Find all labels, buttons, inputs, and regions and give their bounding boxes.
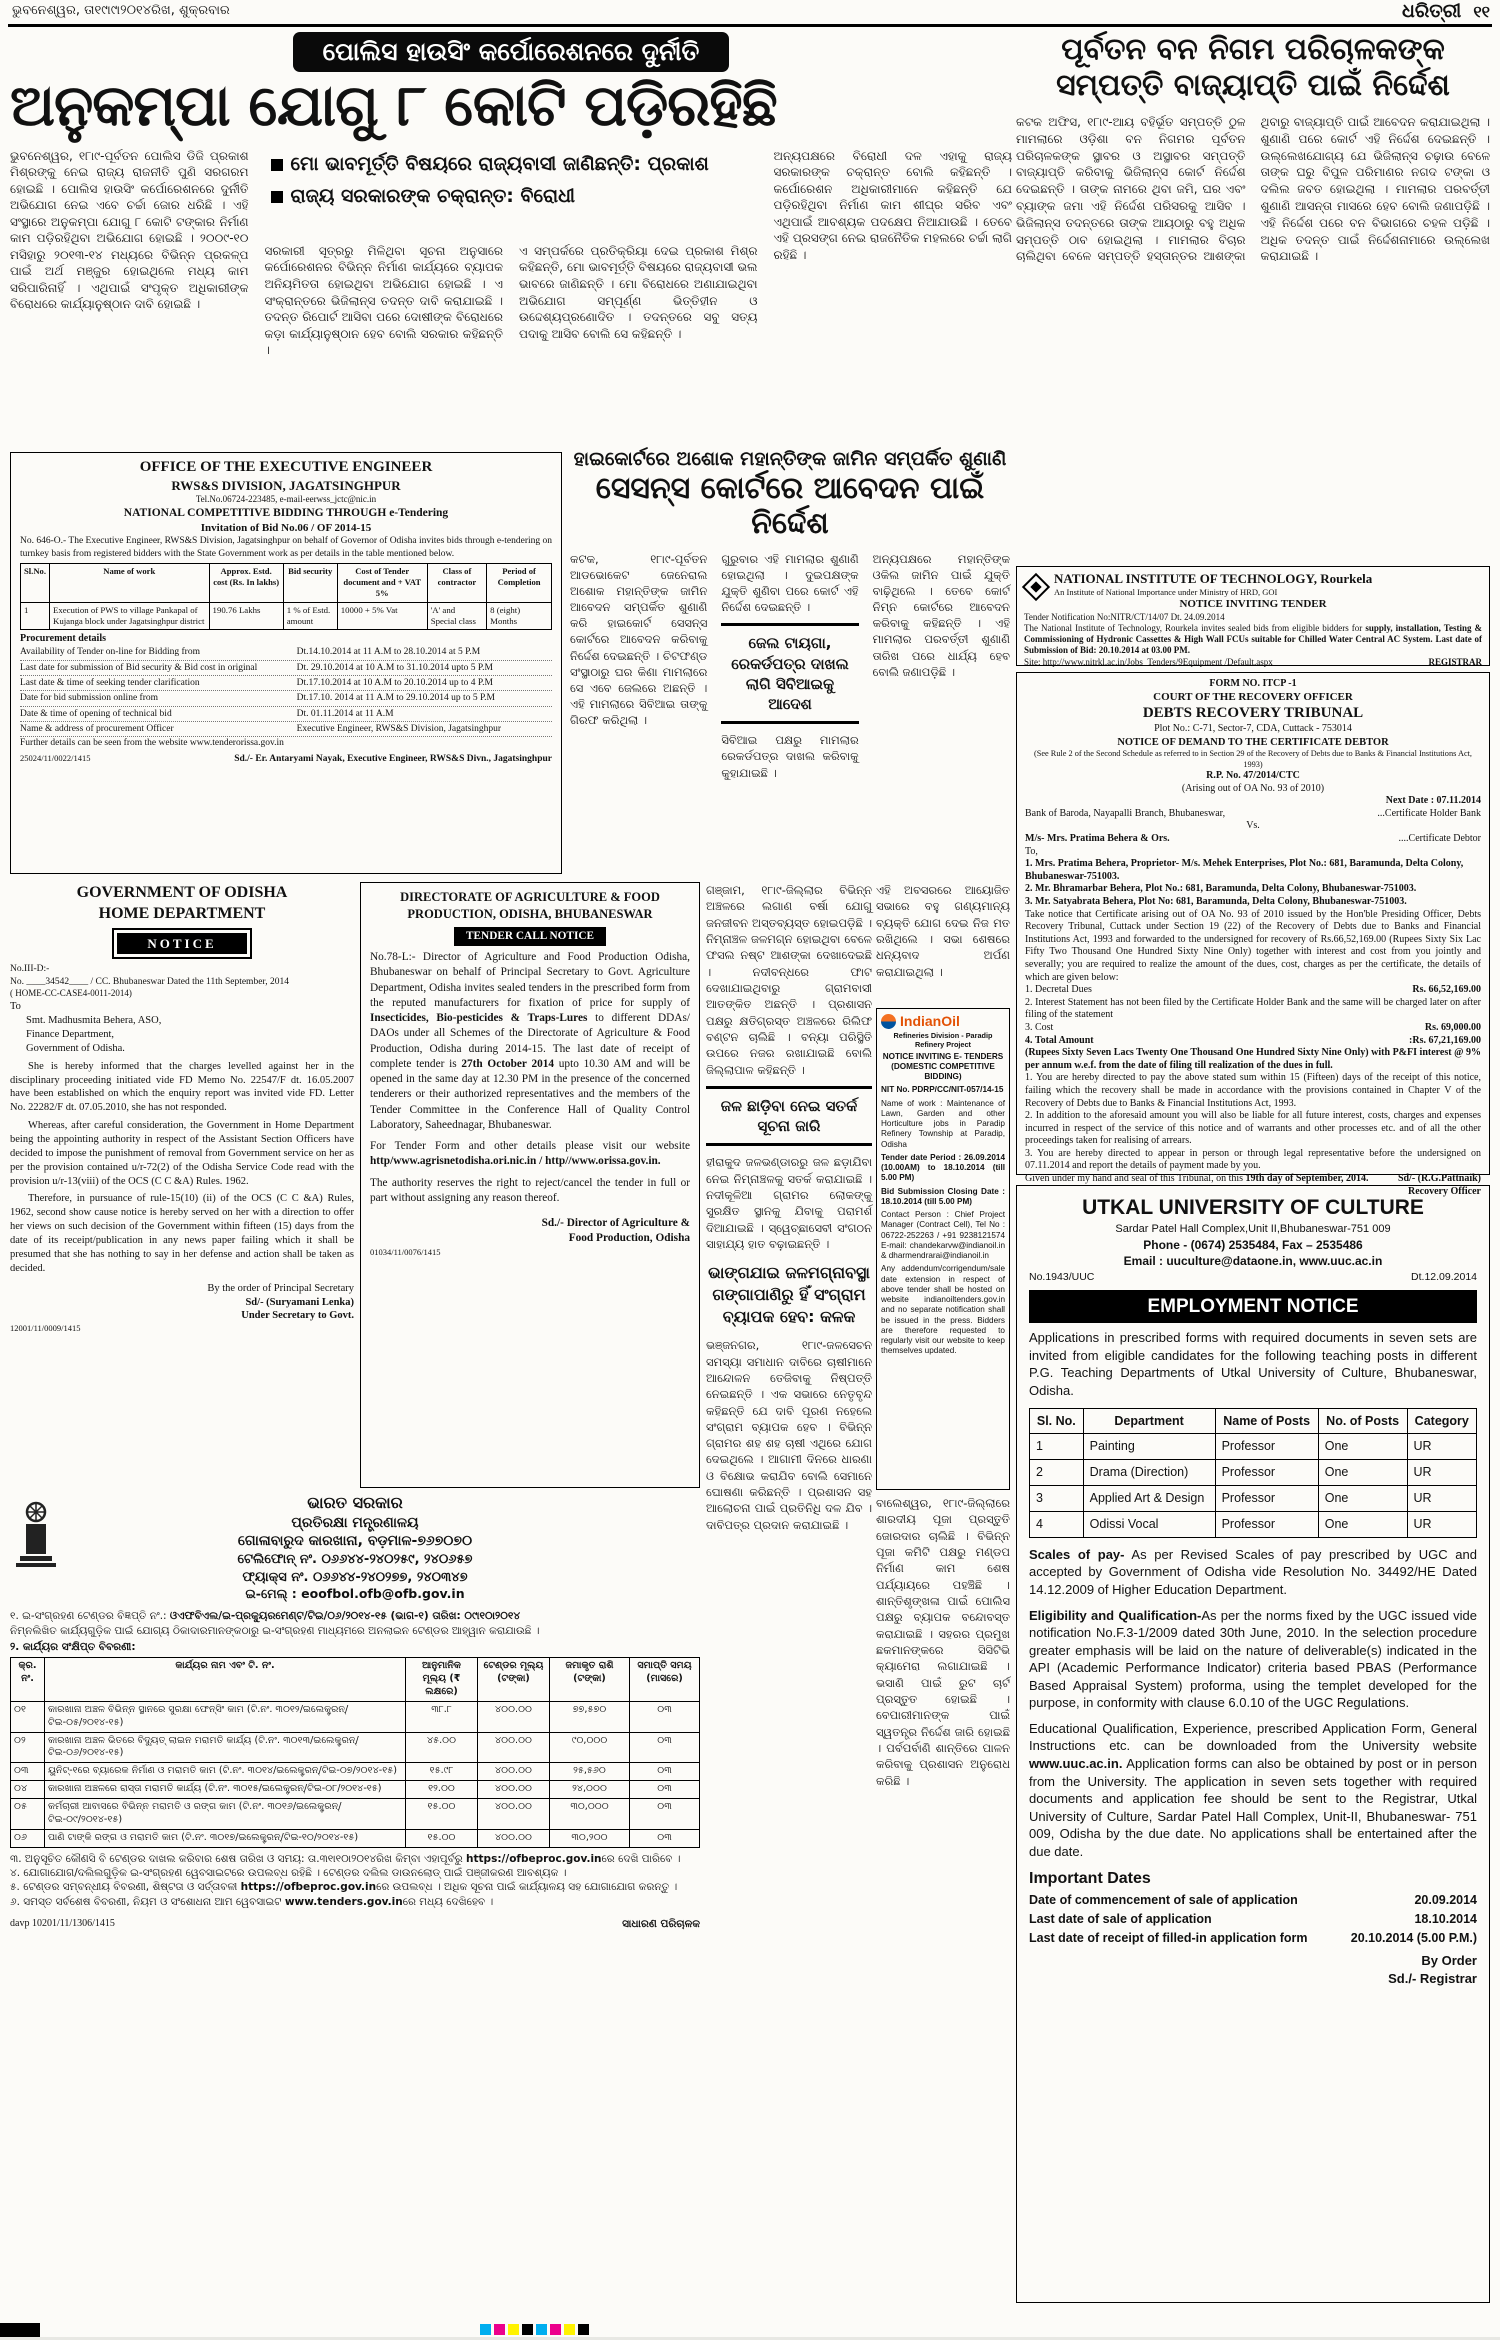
indianoil-note: Any addendum/corrigendum/sale date extension in respect of above tender shall be hosted on website indianoiltenders.gov.in and no separate notification shall be issued in the press. Bidders are therefore requested to regularly visit our website to keep themselves updated.: [881, 1264, 1005, 1356]
hc-inset-box: ଜେଲ ଟାୟଗା, ରେକର୍ଡପତ୍ର ଦାଖଲ ଲାଗି ସିବିଆଇକୁ ଆଦେଶ: [721, 623, 858, 724]
ord-davp-code: davp 10201/11/1306/1415: [10, 1917, 115, 1929]
home-para-3: Therefore, in pursuance of rule-15(10) (ii) of the OCS (C C &A) Rules, 1962, second show cause notice is hereby served on her with a direction to offer her views on such decision of the Government within fifteen (15) days from the date of its receipt/publication in any news paper failing which it shall be presumed that she has nothing to say in her defense and action shall be taken as decided.: [10, 1193, 354, 1274]
hc-kicker: ହାଇକୋର୍ଟରେ ଅଶୋକ ମହାନ୍ତିଙ୍କ ଜାମିନ ସମ୍ପର୍କିତ ଶୁଣାଣି: [573, 448, 1007, 470]
ord-row: ୦୧ କାରଖାନା ଅଞ୍ଚଳ ବିଭିନ୍ନ ସ୍ଥାନରେ ସୁରକ୍ଷା ଫେନ୍ସିଂ କାମ (ଟି.ନଂ. ୩୦୧୨/ଇଲେକ୍ଟ୍ରନ୍/ଟିଇ-୦୫/୨୦୧୪-୧୫) ୩୮.୮ ୪୦୦.୦୦ ୭୭,୫୭୦ ୦୩: [11, 1701, 700, 1732]
utkal-ref-no: No.1943/UUC: [1029, 1270, 1095, 1283]
indianoil-contact: Contact Person : Chief Project Manager (Contract Cell), Tel No : 06722-252263 / +91 9238121574 E-mail: chandekarvw@indianoil.in & dharmendrarai@indianoil.in: [881, 1210, 1005, 1261]
lead-bullets: [265, 148, 758, 227]
utkal-employment-bar: EMPLOYMENT NOTICE: [1029, 1290, 1477, 1324]
ee-table-row: 1 Execution of PWS to village Pankapal of Kujanga block under Jagatsinghpur district 190.76 Lakhs 1 % of Estd. amount 10000 + 5% Vat 'A' and Special class 8 (eight) Months: [21, 602, 552, 630]
ord-fax: ଫ୍ୟାକ୍ସ ନଂ. ୦୬୬୪୪-୨୪୦୨୭୭, ୨୪୦୩୪୭: [242, 1569, 468, 1585]
ord-header-row: କ୍ର. ନଂ. କାର୍ଯ୍ୟର ନାମ ଏବଂ ଟି. ନଂ. ଆନୁମାନିକ ମୂଲ୍ୟ (₹ ଲକ୍ଷରେ) ଟେଣ୍ଡର ମୂଲ୍ୟ (ଟଙ୍କା) ଜମାକୃତ ରାଶି (ଟଙ୍କା) ସମାପ୍ତି ସମୟ (ମାସରେ): [11, 1657, 700, 1701]
forest-body: କଟକ ଅଫିସ, ୧୮ା୯-ଆୟ ବହିର୍ଭୂତ ସମ୍ପତ୍ତି ଠୁଳ ମାମଲାରେ ଓଡ଼ିଶା ବନ ନିଗମର ପୂର୍ବତନ ପରିଚାଳକଙ୍କ ସ୍ଥାବର ଓ ଅସ୍ଥାବର ସମ୍ପତ୍ତି ବାଜ୍ୟାପ୍ତି କରିବାକୁ ଭିଜିଲାନ୍ସ କୋର୍ଟ ନିର୍ଦ୍ଦେଶ ଦେଇଛନ୍ତି । ତାଙ୍କ ନାମରେ ଥିବା ଜମି, ଘର ଏବଂ ବ୍ୟାଙ୍କ ଜମା ଏହି ନିର୍ଦ୍ଦେଶ ପରିସରକୁ ଆସିବ । ଭିଜିଲାନ୍ସ ତଦନ୍ତରେ ତାଙ୍କ ଆୟଠାରୁ ବହୁ ଅଧିକ ସମ୍ପତ୍ତି ଠାବ ହୋଇଥିଲା । ମାମଲାର ବିଚାର ଚାଲିଥିବା ବେଳେ ସମ୍ପତ୍ତି ହସ୍ତାନ୍ତର ଆଶଙ୍କା ଥିବାରୁ ବାଜ୍ୟାପ୍ତି ପାଇଁ ଆବେଦନ କରାଯାଇଥିଲା । ଶୁଣାଣି ପରେ କୋର୍ଟ ଏହି ନିର୍ଦ୍ଦେଶ ଦେଇଛନ୍ତି । ଉଲ୍ଲେଖଯୋଗ୍ୟ ଯେ ଭିଜିଲାନ୍ସ ଚଢ଼ାଉ ବେଳେ ତାଙ୍କ ଘରୁ ବିପୁଳ ପରିମାଣର ନଗଦ ଟଙ୍କା ଓ ଦଲିଲ ଜବତ ହୋଇଥିଲା । ମାମଲାର ପରବର୍ତ୍ତୀ ଶୁଣାଣି ଆସନ୍ତା ମାସରେ ହେବ ବୋଲି ଜଣାପଡ଼ିଛି । ଏହି ନିର୍ଦ୍ଦେଶ ପରେ ବନ ବିଭାଗରେ ଚହଳ ପଡ଼ିଛି । ଅଧିକ ତଦନ୍ତ ପାଇଁ ନିର୍ଦ୍ଦେଶନାମାରେ ଉଲ୍ଲେଖ କରାଯାଇଛି ।: [1016, 115, 1490, 264]
mid-para-1: ଗଞ୍ଜାମ, ୧୮ା୯-ଜିଲ୍ଲାର ବିଭିନ୍ନ ଅଞ୍ଚଳରେ ଲଗାଣ ବର୍ଷା ଯୋଗୁ ଜନଜୀବନ ଅସ୍ତବ୍ୟସ୍ତ ହୋଇପଡ଼ିଛି । ନିମ୍ନାଞ୍ଚଳ ଜଳମଗ୍ନ ହୋଇଥିବା ବେଳେ ଫସଲ ନଷ୍ଟ ଆଶଙ୍କା ଦେଖାଦେଇଛି । ନଦୀବନ୍ଧରେ ଫାଟ ଦେଖାଯାଇଥିବାରୁ ଗ୍ରାମବାସୀ ଆତଙ୍କିତ ଅଛନ୍ତି । ପ୍ରଶାସନ ପକ୍ଷରୁ କ୍ଷତିଗ୍ରସ୍ତ ଅଞ୍ଚଳରେ ରିଲିଫ ବଣ୍ଟନ ଚାଲିଛି । ବନ୍ୟା ପରିସ୍ଥିତି ଉପରେ ନଜର ରଖାଯାଇଛି ବୋଲି ଜିଲ୍ଲାପାଳ କହିଛନ୍ତି ।: [706, 883, 872, 1077]
utkal-row: 4 Odissi Vocal Professor One UR: [1030, 1512, 1477, 1538]
drt-notice: [1016, 672, 1490, 1197]
drt-rule-ref: (See Rule 2 of the Second Schedule as referred to in Section 29 of the Recovery of Debts due to Banks & Financial Institutions Act, 1993): [1033, 749, 1473, 769]
agri-header-1: DIRECTORATE OF AGRICULTURE & FOOD: [400, 890, 660, 904]
drt-to: To,: [1025, 845, 1038, 857]
hc-headline: ସେସନ୍ସ କୋର୍ଟରେ ଆବେଦନ ପାଇଁ ନିର୍ଦ୍ଦେଶ: [595, 471, 985, 541]
ord-row: ୦୨ କାରଖାନା ଅଞ୍ଚଳ ଭିତରେ ବିଦ୍ୟୁତ୍ ଲାଇନ ମରାମତି କାର୍ଯ୍ୟ (ଟି.ନଂ. ୩୦୧୩/ଇଲେକ୍ଟ୍ରନ୍/ଟିଇ-୦୬/୨୦୧୪-୧୫) ୪୫.୦୦ ୪୦୦.୦୦ ୯୦,୦୦୦ ୦୩: [11, 1732, 700, 1763]
masthead-dateline: ଭୁବନେଶ୍ୱର, ତା୧୯ା୯ା୨୦୧୪ରିଖ, ଶୁକ୍ରବାର: [12, 3, 230, 18]
ord-table: [10, 1657, 700, 1848]
drt-body: Take notice that Certificate arising out of OA No. 93 of 2010 issued by the Hon'ble Presiding Officer, Debts Recovery Tribunal, Cuttack under Section 19 (22) of the Recovery of Debts due to Banks and Financial Institutions Act, 1993 and forwarded to the undersigned for recovery of Rs.66,52,169.00 (Rupees Sixty Six Lac Fifty Two Thousand One Hundred Sixty Nine Only) together with interest and cost from you jointly and severally; you are required to realize the amount of the dues, cost, charges as per the certificate, the details of which are given below:: [1025, 908, 1481, 983]
utkal-email: Email : uuculture@dataone.in, www.uuc.ac.in: [1123, 1254, 1383, 1269]
utkal-address: Sardar Patel Hall Complex,Unit II,Bhubaneswar-751 009: [1115, 1223, 1391, 1236]
ee-col-header: Sl.No.: [21, 564, 50, 603]
home-para-2: Whereas, after careful consideration, the Government in Home Department being the appointing authority in respect of the Assistant Section Officers have decided to impose the punishment of removal from Government service on her as per the provision contained u/r-72(2) of the Odisha Service Code read with the provision u/r-13(viii) of the OCS (C C &A) Rules. 1962.: [10, 1120, 354, 1187]
ee-proc-label: Date & time of opening of technical bid: [20, 708, 172, 719]
highcourt-article: [570, 448, 1010, 874]
ee-proc-title: Procurement details: [20, 633, 107, 645]
utkal-row: 3 Applied Art & Design Professor One UR: [1030, 1486, 1477, 1512]
mid-column2-top: ଏହି ଅବସରରେ ଆୟୋଜିତ ସଭାରେ ବହୁ ଗଣ୍ୟମାନ୍ୟ ବ୍ୟକ୍ତି ଯୋଗ ଦେଇ ନିଜ ମତ ରଖିଥିଲେ । ସଭା ଶେଷରେ ଧନ୍ୟବାଦ ଅର୍ପଣ କରାଯାଇଥିଲା ।: [876, 883, 1010, 979]
indianoil-closing: Bid Submission Closing Date : 18.10.2014 (till 5.00 PM): [881, 1186, 1005, 1206]
ee-proc-value: Dt. 29.10.2014 at 10 A.M to 31.10.2014 upto 5 P.M: [296, 662, 493, 673]
lead-kicker: ପୋଲିସ ହାଉସିଂ କର୍ପୋରେଶନରେ ଦୁର୍ନୀତି: [293, 32, 730, 72]
ord-row: ୦୬ ପାଣି ଟାଙ୍କି ରଙ୍ଗ ଓ ମରାମତି କାମ (ଟି.ନଂ. ୩୦୧୭/ଇଲେକ୍ଟ୍ରନ୍/ଟିଇ-୧୦/୨୦୧୪-୧୫) ୧୫.୦୦ ୪୦୦.୦୦ ୩୦,୨୦୦ ୦୩: [11, 1830, 700, 1848]
utkal-row: 1 Painting Professor One UR: [1030, 1434, 1477, 1460]
indianoil-logo-icon: [881, 1014, 896, 1029]
drt-due4-label: 4. Total Amount: [1025, 1034, 1094, 1046]
utkal-date-label: Last date of sale of application: [1029, 1911, 1212, 1926]
lead-column-2: ସରକାରୀ ସୂତ୍ରରୁ ମିଳିଥିବା ସୂଚନା ଅନୁସାରେ କର୍ପୋରେଶନର ବିଭିନ୍ନ ନିର୍ମାଣ କାର୍ଯ୍ୟରେ ବ୍ୟାପକ ଅନିୟମିତତା ହୋଇଥିବା ଅଭିଯୋଗ ହୋଇଛି । ଏ ସଂକ୍ରାନ୍ତରେ ଭିଜିଲାନ୍ସ ତଦନ୍ତ ଦାବି କରାଯାଇଛି । ତଦନ୍ତ ରିପୋର୍ଟ ଆସିବା ପରେ ଦୋଷୀଙ୍କ ବିରୋଧରେ କଡ଼ା କାର୍ଯ୍ୟାନୁଷ୍ଠାନ ହେବ ବୋଲି ସରକାର କହିଛନ୍ତି ।: [264, 243, 503, 358]
home-code: 12001/11/0009/1415: [10, 1323, 81, 1334]
home-by-order: By the order of Principal Secretary: [207, 1282, 354, 1294]
ee-proc-value: Dt.17.10. 2014 at 11 A.M to 29.10.2014 up to 5 P.M: [296, 693, 495, 704]
ord-note-6: ୬. ସମସ୍ତ ସର୍ବଶେଷ ବିବରଣୀ, ନିୟମ ଓ ସଂଶୋଧନା ଆମ ୱେବସାଇଟ www.tenders.gov.inରେ ମଧ୍ୟ ଦେଖିହେବ ।: [10, 1895, 494, 1908]
indianoil-title-2: (DOMESTIC COMPETITIVE BIDDING): [891, 1061, 995, 1082]
drt-bank-role: ...Certificate Holder Bank: [1377, 807, 1481, 819]
lead-column-4: ଅନ୍ୟପକ୍ଷରେ ବିରୋଧୀ ଦଳ ଏହାକୁ ରାଜ୍ୟ ସରକାରଙ୍କ ଚକ୍ରାନ୍ତ ବୋଲି କହିଛନ୍ତି । କର୍ପୋରେଶନ ଅଧିକାରୀମାନେ କହିଛନ୍ତି ଯେ ପଡ଼ିରହିଥିବା ନିର୍ମାଣ କାମ ଶୀଘ୍ର ସରିବ ଏବଂ ଏଥିପାଇଁ ଆବଶ୍ୟକ ପଦକ୍ଷେପ ନିଆଯାଉଛି । ତେବେ ଏହି ପ୍ରସଙ୍ଗ ନେଇ ରାଜନୈତିକ ମହଲରେ ଚର୍ଚ୍ଚା ଲାଗି ରହିଛି ।: [773, 148, 1012, 262]
lead-column-3: ଏ ସମ୍ପର୍କରେ ପ୍ରତିକ୍ରିୟା ଦେଇ ପ୍ରକାଶ ମିଶ୍ର କହିଛନ୍ତି, ମୋ ଭାବମୂର୍ତ୍ତି ବିଷୟରେ ରାଜ୍ୟବାସୀ ଭଲ ଭାବରେ ଜାଣିଛନ୍ତି । ମୋ ବିରୋଧରେ ଅଣାଯାଇଥିବା ଅଭିଯୋଗ ସମ୍ପୂର୍ଣ୍ଣ ଭିତ୍ତିହୀନ ଓ ଉଦ୍ଦେଶ୍ୟପ୍ରଣୋଦିତ । ତଦନ୍ତରେ ସବୁ ସତ୍ୟ ପଦାକୁ ଆସିବ ବୋଲି ସେ କହିଛନ୍ତି ।: [519, 243, 758, 341]
indianoil-brand: IndianOil: [900, 1013, 960, 1029]
forest-headline-line2: ସମ୍ପତ୍ତି ବାଜ୍ୟାପ୍ତି ପାଇଁ ନିର୍ଦ୍ଦେଶ: [1056, 68, 1450, 103]
agri-tender-bar: TENDER CALL NOTICE: [454, 927, 606, 946]
drt-debtor: M/s- Mrs. Pratima Behera & Ors.: [1025, 833, 1170, 845]
print-registration-marks: [480, 2322, 700, 2335]
utkal-header-row: Sl. No. Department Name of Posts No. of Posts Category: [1030, 1408, 1477, 1434]
bullet-square-icon: [271, 159, 283, 171]
home-addr-3: Government of Odisha.: [26, 1042, 125, 1054]
ee-col-header: Period of Completion: [487, 564, 552, 603]
drt-due3-value: Rs. 69,000.00: [1424, 1021, 1481, 1033]
drt-due4-value: :Rs. 67,21,169.00: [1409, 1034, 1481, 1046]
ee-col-header: Bid security: [283, 564, 337, 603]
ee-proc-value: Executive Engineer, RWS&S Division, Jagatsinghpur: [296, 724, 501, 735]
utkal-eligibility: Eligibility and Qualification-As per the norms fixed by the UGC issued vide notification No.F.3-1/2009 dated 30th June, 2010. In the selection procedure greater emphasis will be laid on the nature of deliverable(s) indicated in the API (Academic Performance Indicator) criteria based PBAS (Performance Based Appraisal System) proforma, using the templet developed for the purpose, in conformity with clause 6.0.10 of the UGC Regulations.: [1029, 1607, 1477, 1711]
agriculture-notice: [360, 882, 700, 1488]
ee-title-2: RWS&S DIVISION, JAGATSINGHPUR: [171, 477, 401, 493]
drt-item-3: 3. You are hereby directed to appear in person or through legal representative before the undersigned on 07.11.2014 and report the details of payment made by you.: [1025, 1147, 1481, 1172]
ee-signature: Sd./- Er. Antaryami Nayak, Executive Engineer, RWS&S Divn., Jagatsinghpur: [234, 753, 552, 764]
nit-notice-title: NOTICE INVITING TENDER: [1179, 597, 1327, 610]
home-dept-notice: [10, 882, 354, 1488]
drt-date: 19th day of September, 2014.: [1245, 1173, 1369, 1185]
lead-bullet-2: ରାଜ୍ୟ ସରକାରଙ୍କ ଚକ୍ରାନ୍ତ: ବିରୋଧୀ: [290, 185, 576, 208]
drt-debtor-2: 2. Mr. Bhramarbar Behera, Plot No.: 681, Baramunda, Delta Colony, Bhubaneswar-751003.: [1025, 883, 1417, 895]
utkal-by-order: By Order: [1421, 1953, 1477, 1969]
utkal-important-dates-title: Important Dates: [1029, 1870, 1151, 1888]
ord-tel: ଟେଲିଫୋନ୍ ନଂ. ୦୬୬୪୪-୨୪୦୨୫୯, ୨୪୦୬୫୭: [237, 1552, 473, 1568]
ee-tel: Tel.No.06724-223485, e-mail-eerwss_jctc@nic.in: [195, 494, 377, 505]
national-emblem-icon: [10, 1492, 80, 1574]
indianoil-period: Tender date Period : 26.09.2014 (10.00AM) to 18.10.2014 (till 5.00 PM): [881, 1152, 1005, 1183]
drt-notice-title: NOTICE OF DEMAND TO THE CERTIFICATE DEBTOR: [1117, 736, 1389, 748]
ee-title-1: OFFICE OF THE EXECUTIVE ENGINEER: [139, 459, 433, 475]
home-addr-1: Smt. Madhusmita Behera, ASO,: [26, 1015, 162, 1027]
masthead-right: [1190, 0, 1490, 22]
indianoil-division: Refineries Division - Paradip Refinery Project: [893, 1030, 993, 1049]
bullet-square-icon: [271, 191, 283, 203]
indianoil-nit-no: NIT No. PDRP/CC/NIT-057/14-15: [881, 1085, 1004, 1095]
ord-row: ୦୪ କାରଖାନା ଅଞ୍ଚଳରେ ରାସ୍ତା ମରାମତି କାର୍ଯ୍ୟ (ଟି.ନଂ. ୩୦୧୫/ଇଲେକ୍ଟ୍ରନ୍/ଟିଇ-୦୮/୨୦୧୪-୧୫) ୧୨.୦୦ ୪୦୦.୦୦ ୨୪,୦୦୦ ୦୩: [11, 1781, 700, 1799]
nit-notice: [1016, 566, 1490, 666]
ee-proc-label: Last date & time of seeking tender clarification: [20, 678, 200, 689]
home-no-line0: No.III-D:-: [10, 964, 50, 975]
mid-para-3: ଭଞ୍ଜନଗର, ୧୮ା୯-ଜଳସେଚନ ସମସ୍ୟା ସମାଧାନ ଦାବିରେ ଚାଷୀମାନେ ଆନ୍ଦୋଳନ ତେଜିବାକୁ ନିଷ୍ପତ୍ତି ନେଇଛନ୍ତି । ଏକ ସଭାରେ ନେତୃବୃନ୍ଦ କହିଛନ୍ତି ଯେ ଦାବି ପୂରଣ ନହେଲେ ସଂଗ୍ରାମ ବ୍ୟାପକ ହେବ । ବିଭିନ୍ନ ଗ୍ରାମର ଶହ ଶହ ଚାଷୀ ଏଥିରେ ଯୋଗ ଦେଇଥିଲେ । ଆଗାମୀ ଦିନରେ ଧାରଣା ଓ ବିକ୍ଷୋଭ କରାଯିବ ବୋଲି ସେମାନେ ଘୋଷଣା କରିଛନ୍ତି । ପ୍ରଶାସନ ସହ ଆଲୋଚନା ପାଇଁ ପ୍ରତିନିଧି ଦଳ ଯିବ । ଦାବିପତ୍ର ପ୍ରଦାନ କରାଯାଇଛି ।: [706, 1338, 872, 1532]
ee-col-header: Approx. Estd. cost (Rs. In lakhs): [209, 564, 283, 603]
ord-note-4: ୪. ଯୋଗାଯୋଗ/ଦଲିଲଗୁଡ଼ିକ ଇ-ସଂଗ୍ରହଣ ୱେବସାଇଟରେ ଉପଲବ୍ଧ ରହିଛି । ଟେଣ୍ଡର ଦଲିଲ ଡାଉନଲୋଡ୍ ପାଇଁ ପଞ୍ଜୀକରଣ ଆବଶ୍ୟକ ।: [10, 1867, 567, 1880]
ord-signatory: ସାଧାରଣ ପରିଚାଳକ: [622, 1917, 700, 1930]
drt-next-date: Next Date : 07.11.2014: [1385, 795, 1481, 807]
ee-proc-label: Name & address of procurement Officer: [20, 724, 174, 735]
agri-para-3: The authority reserves the right to reject/cancel the tender in full or part without assigning any reason thereof.: [370, 1176, 690, 1204]
drt-sd: Sd/- (R.G.Pattnaik): [1397, 1173, 1481, 1185]
lead-column-1: ଭୁବନେଶ୍ୱର, ୧୮ା୯-ପୂର୍ବତନ ପୋଲିସ ଡିଜି ପ୍ରକାଶ ମିଶ୍ରଙ୍କୁ ନେଇ ରାଜ୍ୟ ରାଜନୀତି ପୁଣି ସରଗରମ ହୋଇଛି । ପୋଲିସ ହାଉସିଂ କର୍ପୋରେଶନରେ ଦୁର୍ନୀତି ଅଭିଯୋଗ ନେଇ ଏବେ ଚର୍ଚ୍ଚା ଜୋର ଧରିଛି । ଏହି ସଂସ୍ଥାରେ ଅନୁକମ୍ପା ଯୋଗୁ ୮ କୋଟି ଟଙ୍କାର ନିର୍ମାଣ କାମ ପଡ଼ିରହିଥିବା ଅଭିଯୋଗ ହୋଇଛି । ୨୦୦୯-୧୦ ମସିହାରୁ ୨୦୧୩-୧୪ ମଧ୍ୟରେ ବିଭିନ୍ନ ପ୍ରକଳ୍ପ ପାଇଁ ଅର୍ଥ ମଞ୍ଜୁର ହୋଇଥିଲେ ମଧ୍ୟ କାମ ସରିପାରିନାହିଁ । ଏଥିପାଇଁ ସଂପୃକ୍ତ ଅଧିକାରୀଙ୍କ ବିରୋଧରେ କାର୍ଯ୍ୟାନୁଷ୍ଠାନ ଦାବି ହୋଇଛି ।: [10, 148, 249, 312]
ordnance-notice: [10, 1492, 700, 2304]
nit-body: The National Institute of Technology, Rourkela invites sealed bids from eligible bidders for supply, installation, Testing & Commissioning of Hydronic Cassettes & High Wall FCUs suitable for Chilled Water Central AC System. Last date of Submission of Bid: 20.10.2014 at 03.00 PM.: [1024, 622, 1483, 656]
utkal-row: 2 Drama (Direction) Professor One UR: [1030, 1460, 1477, 1486]
home-notice-label: NOTICE: [117, 933, 247, 954]
ee-mode: NATIONAL COMPETITIVE BIDDING THROUGH e-Tendering: [123, 507, 449, 520]
drt-item-2: 2. In addition to the aforesaid amount you will also be liable for all future interest, costs, charges and expenses incurred in respect of the service of this notice and of warrants and other processes etc. and of all the other proceedings taken for realising of arrears.: [1025, 1110, 1481, 1147]
nit-site-url: Site: http://www.nitrkl.ac.in/Jobs_Tenders/9Equipment /Default.aspx: [1024, 656, 1273, 667]
ee-table: [20, 563, 552, 630]
nit-title: NATIONAL INSTITUTE OF TECHNOLOGY, Rourkela: [1054, 571, 1373, 586]
print-mark-black-bar: [0, 2323, 40, 2337]
drt-given: Given under my hand and seal of this Tribunal, on this: [1025, 1173, 1244, 1185]
agri-para-1: No.78-L:- Director of Agriculture and Food Production Odisha, Bhubaneswar on behalf of Principal Secretary to Govt. Agriculture Department, Odisha invites sealed tenders in the prescribed form from the reputed manufacturers for fixation of price for supply of Insecticides, Bio-pesticides & Traps-Lures to different DDAs/ DAOs under all Schemes of the Directorate of Agriculture & Food Production, Odisha during 2014-15. The last date of receipt of complete tender is 27th October 2014 upto 10.30 AM and will be opened in the same day at 12.30 PM in the presence of the concerned tenderers or their authorized representatives and the members of the Tender Committee in the Conference Hall of Quality Control Laboratory, Saheednagar, Bhubaneswar.: [370, 951, 691, 1131]
ord-factory: ଗୋଳାବାରୁଦ କାରଖାନା, ବଡ଼ମାଳ-୭୬୭୦୭୦: [237, 1533, 473, 1550]
nit-subtitle: An Institute of National Importance under Ministry of HRD, GOI: [1054, 587, 1278, 598]
drt-debtor-1: 1. Mrs. Pratima Behera, Proprietor- M/s. Mehek Enterprises, Plot No.: 681, Baramunda, Delta Colony, Bhubaneswar-751003.: [1025, 858, 1464, 882]
drt-due1-value: Rs. 66,52,169.00: [1412, 984, 1481, 996]
utkal-date-label: Date of commencement of sale of application: [1029, 1892, 1298, 1907]
drt-due2: 2. Interest Statement has not been filed by the Certificate Holder Bank and the same will be charged later on after filing of the statement: [1025, 996, 1481, 1021]
drt-amount-words: (Rupees Sixty Seven Lacs Twenty One Thousand One Hundred Sixty Nine Only) with P&FI interest @ 9% per annum w.e.f. from the date of filing till realization of the dues in full.: [1025, 1047, 1481, 1071]
hc-column-3: ଅନ୍ୟପକ୍ଷରେ ମହାନ୍ତିଙ୍କ ଓକିଲ ଜାମିନ ପାଇଁ ଯୁକ୍ତି ବାଢ଼ିଥିଲେ । ତେବେ କୋର୍ଟ ନିମ୍ନ କୋର୍ଟରେ ଆବେଦନ କରିବାକୁ କହିଛନ୍ତି । ଏହି ମାମଲାର ପରବର୍ତ୍ତୀ ଶୁଣାଣି ତାରିଖ ପରେ ଧାର୍ଯ୍ୟ ହେବ ବୋଲି ଜଣାପଡ଼ିଛି ।: [872, 552, 1010, 679]
utkal-date-value: 18.10.2014: [1414, 1911, 1477, 1926]
ee-proc-value: Dt.17.10.2014 at 10 A.M to 20.10.2014 up to 4 P.M: [296, 678, 493, 689]
utkal-notice: [1016, 1185, 1490, 2303]
ee-col-header: Name of work: [49, 564, 209, 603]
ord-line-1: ୧. ଇ-ସଂଗ୍ରହଣ ଟେଣ୍ଡର ବିଜ୍ଞପ୍ତି ନଂ.: ଓଏଫବିଏଲ/ଇ-ପ୍ରକ୍ୟୁରମେଣ୍ଟ/ଟିଇ/୦୬/୨୦୧୪-୧୫ (ଭାଗ-୧) ତାରିଖ: ୦୯ା୧୦ା୨୦୧୪: [10, 1610, 521, 1623]
nit-last-date: Last date of Submission of Bid: 20.10.2014 at 03.00 PM.: [1024, 634, 1483, 656]
drt-vs: Vs.: [1246, 820, 1260, 832]
ee-invitation: Invitation of Bid No.06 / OF 2014-15: [200, 522, 372, 535]
ord-row: ୦୩ ୟୁନିଟ୍-୧ରେ ବ୍ୟାରେକ ନିର୍ମାଣ ଓ ମରାମତି କାମ (ଟି.ନଂ. ୩୦୧୪/ଇଲେକ୍ଟ୍ରନ୍/ଟିଇ-୦୭/୨୦୧୪-୧୫) ୧୫.୯୮ ୪୦୦.୦୦ ୨୫,୫୬୦ ୦୩: [11, 1763, 700, 1781]
lead-article: [10, 32, 1012, 446]
home-no-line1: No. ____34542____ / CC. Bhubaneswar Dated the 11th September, 2014: [10, 976, 289, 987]
nit-ref: Tender Notification No:NITR/CT/14/07 Dt. 24.09.2014: [1024, 611, 1225, 622]
home-notice-frame: [112, 928, 252, 959]
forest-article: [1016, 32, 1490, 560]
lead-bullet-1: ମୋ ଭାବମୂର୍ତ୍ତି ବିଷୟରେ ରାଜ୍ୟବାସୀ ଜାଣିଛନ୍ତି: ପ୍ରକାଶ: [290, 152, 709, 175]
ee-proc-label: Last date for submission of Bid security & Bid cost in original: [20, 662, 258, 673]
ee-proc-value: Dt. 01.11.2014 at 11 A.M: [296, 708, 394, 719]
agri-sig-2: Food Production, Odisha: [568, 1232, 690, 1245]
ord-email: ଇ-ମେଲ୍ : eoofbol.ofb@ofb.gov.in: [245, 1586, 465, 1602]
drt-arising: (Arising out of OA No. 93 of 2010): [1181, 782, 1325, 794]
home-no-line2: ( HOME-CC-CASE4-0011-2014): [10, 988, 132, 999]
home-gov: GOVERNMENT OF ODISHA: [76, 884, 288, 901]
drt-address: Plot No.: C-71, Sector-7, CDA, Cuttack - 753014: [1154, 723, 1352, 735]
home-dept: HOME DEPARTMENT: [98, 905, 266, 923]
home-para-1: She is hereby informed that the charges levelled against her in the disciplinary proceeding initiated vide FD Memo No. 22547/F dt. 16.05.2007 have been established on which the enquiry report was invited vide FD. Letter No. 22282/F dt. 07.05.2010, she has not responded.: [10, 1060, 354, 1114]
utkal-general: Educational Qualification, Experience, prescribed Application Form, General Instructions etc. can be downloaded from the University website www.uuc.ac.in. Application forms can also be obtained by post or in person from the University. The application in seven sets together with required documents and application fee should be sent to the Registrar, Utkal University of Culture, Sardar Patel Hall Complex, Unit-II, Bhubaneswar- 751 009, Odisha by the due date. No applications shall be entertained after the due date.: [1029, 1720, 1477, 1859]
ee-proc-label: Availability of Tender on-line for Bidding from: [20, 647, 200, 658]
ord-para-1: ନିମ୍ନଲିଖିତ କାର୍ଯ୍ୟଗୁଡ଼ିକ ପାଇଁ ଯୋଗ୍ୟ ଠିକାଦାରମାନଙ୍କଠାରୁ ଇ-ସଂଗ୍ରହଣ ମାଧ୍ୟମରେ ଅନଲାଇନ ଟେଣ୍ଡର ଆହ୍ୱାନ କରାଯାଉଛି ।: [10, 1624, 540, 1637]
lead-headline: ଅନୁକମ୍ପା ଯୋଗୁ ୮ କୋଟି ପଡ଼ିରହିଛି: [10, 73, 777, 139]
home-sd: Sd/- (Suryamani Lenka): [245, 1296, 354, 1308]
drt-form-no: FORM NO. ITCP -1: [1209, 678, 1297, 689]
drt-due3-label: 3. Cost: [1025, 1021, 1054, 1033]
agri-header-2: PRODUCTION, ODISHA, BHUBANESWAR: [407, 906, 653, 921]
nit-signatory: REGISTRAR: [1428, 656, 1482, 667]
ee-col-header: Class of contractor: [427, 564, 486, 603]
ee-col-header: Cost of Tender document and + VAT 5%: [337, 564, 427, 603]
executive-engineer-notice: [10, 452, 562, 874]
drt-signatory: Recovery Officer: [1407, 1185, 1481, 1197]
home-addr-2: Finance Department,: [26, 1029, 115, 1041]
ord-note-5: ୫. ଟେଣ୍ଡର ସମ୍ବନ୍ଧୀୟ ବିବରଣୀ, ଶିଷ୍ଟତା ଓ ସର୍ତ୍ତାବଳୀ https://ofbeproc.gov.inରେ ଉପଲବ୍ଧ । ଅଧିକ ସୂଚନା ପାଇଁ କାର୍ଯ୍ୟାଳୟ ସହ ଯୋଗାଯୋଗ କରନ୍ତୁ ।: [10, 1881, 678, 1894]
indianoil-title-1: NOTICE INVITING E- TENDERS: [882, 1051, 1004, 1061]
ord-gov: ଭାରତ ସରକାର: [307, 1493, 403, 1512]
utkal-date-value: 20.10.2014 (5.00 P.M.): [1350, 1930, 1477, 1945]
agri-code: 01034/11/0076/1415: [370, 1246, 441, 1257]
mid-heading: ଭାଙ୍ଗଯାଇ ଜଳମଗ୍ନାବସ୍ଥା ଗଙ୍ଗାପାଣିରୁ ହିଁ ସଂଗ୍ରାମ ବ୍ୟାପକ ହେବ: କଳକ: [708, 1263, 870, 1326]
mid-column-article: [706, 882, 872, 2302]
ee-intro: No. 646-O.- The Executive Engineer, RWS&S Division, Jagatsinghpur on behalf of Governor of Odisha invites bids through e-tendering on turnkey basis from registered bidders with the State Government work as per details in the table mentioned below.: [20, 536, 552, 559]
hc-column-2: ଗୁରୁବାର ଏହି ମାମଲାର ଶୁଣାଣି ହୋଇଥିଲା । ଦୁଇପକ୍ଷଙ୍କ ଯୁକ୍ତି ଶୁଣିବା ପରେ କୋର୍ଟ ଏହି ନିର୍ଦ୍ଦେଶ ଦେଇଛନ୍ତି । ଜେଲ ଟାୟଗା, ରେକର୍ଡପତ୍ର ଦାଖଲ ଲାଗି ସିବିଆଇକୁ ଆଦେଶ ସିବିଆଇ ପକ୍ଷରୁ ମାମଲାର ରେକର୍ଡପତ୍ର ଦାଖଲ କରିବାକୁ କୁହାଯାଇଛି ।: [721, 552, 859, 780]
utkal-table: [1029, 1408, 1477, 1538]
drt-debtor-3: 3. Mr. Satyabrata Behera, Plot No: 681, Baramunda, Delta Colony, Bhubaneswar-751003.: [1025, 896, 1407, 907]
ee-footer: Further details can be seen from the website www.tenderorissa.gov.in: [20, 738, 284, 749]
drt-rp-no: R.P. No. 47/2014/CTC: [1206, 770, 1300, 782]
ee-table-header-row: [21, 564, 552, 603]
masthead-rule: [8, 24, 1492, 27]
agri-sig-1: Sd./- Director of Agriculture &: [541, 1217, 690, 1229]
drt-tribunal: DEBTS RECOVERY TRIBUNAL: [1142, 705, 1364, 722]
indianoil-work: Name of work : Maintenance of Lawn, Garden and other Horticulture jobs in Paradip Refinery Township at Paradip, Odisha: [881, 1098, 1005, 1149]
ee-proc-value: Dt.14.10.2014 at 11 A.M to 28.10.2014 at 5 P.M: [296, 647, 481, 658]
drt-court: COURT OF THE RECOVERY OFFICER: [1153, 690, 1353, 703]
page-number: ୧୧: [1473, 2, 1490, 21]
utkal-intro: Applications in prescribed forms with required documents in seven sets are invited from eligible candidates for the following teaching posts in different P.G. Teaching Departments of Utkal University of Culture, Bhubaneswar, Odisha.: [1029, 1330, 1477, 1399]
utkal-scales: Scales of pay- As per Revised Scales of pay prescribed by UGC and accepted by Government of Odisha vide Resolution No. 34492/HE Dated 14.12.2009 of Higher Education Department.: [1029, 1546, 1477, 1598]
indianoil-notice: [876, 1008, 1010, 1490]
home-to: To: [10, 1001, 21, 1013]
drt-due1-label: 1. Decretal Dues: [1025, 984, 1092, 996]
utkal-phone: Phone - (0674) 2535484, Fax – 2535486: [1143, 1238, 1363, 1253]
drt-bank: Bank of Baroda, Nayapalli Branch, Bhubaneswar,: [1025, 807, 1226, 819]
paper-name: ଧରିତ୍ରୀ: [1401, 0, 1462, 22]
utkal-date-value: 20.09.2014: [1414, 1892, 1477, 1907]
ord-note-3: ୩. ଅନୁସୂଚିତ କୌଣସି ବି ଟେଣ୍ଡର ଦାଖଲ କରିବାର ଶେଷ ତାରିଖ ଓ ସମୟ: ତା.୩୧ା୧୦ା୨୦୧୪ରିଖ କିମ୍ବା ଏହାପୂର୍ବରୁ https://ofbeproc.gov.inରେ ଦେଖି ପାରିବେ ।: [10, 1853, 681, 1866]
utkal-sd: Sd./- Registrar: [1388, 1971, 1477, 1986]
hc-column-1: କଟକ, ୧୮ା୯-ପୂର୍ବତନ ଆଡଭୋକେଟ ଜେନେରାଲ ଅଶୋକ ମହାନ୍ତିଙ୍କ ଜାମିନ ଆବେଦନ ସମ୍ପର୍କିତ ଶୁଣାଣି କରି ହାଇକୋର୍ଟ ସେସନ୍ସ କୋର୍ଟରେ ଆବେଦନ କରିବାକୁ ନିର୍ଦ୍ଦେଶ ଦେଇଛନ୍ତି । ଚିଟଫଣ୍ଡ ସଂସ୍ଥାଠାରୁ ଘର କିଣା ମାମଲାରେ ସେ ଏବେ ଜେଲରେ ଅଛନ୍ତି । ଏହି ମାମଲାରେ ସିବିଆଇ ତାଙ୍କୁ ଗିରଫ କରିଥିଲା ।: [570, 552, 708, 727]
utkal-title: UTKAL UNIVERSITY OF CULTURE: [1082, 1196, 1424, 1219]
ee-code: 25024/11/0022/1415: [20, 752, 91, 763]
ord-ministry: ପ୍ରତିରକ୍ଷା ମନ୍ତ୍ରଣାଳୟ: [291, 1514, 419, 1531]
mid-column2-bottom: ବାଲେଶ୍ୱର, ୧୮ା୯-ଜିଲ୍ଲାରେ ଶାରଦୀୟ ପୂଜା ପ୍ରସ୍ତୁତି ଜୋରଦାର ଚାଲିଛି । ବିଭିନ୍ନ ପୂଜା କମିଟି ପକ୍ଷରୁ ମଣ୍ଡପ ନିର୍ମାଣ କାମ ଶେଷ ପର୍ଯ୍ୟାୟରେ ପହଞ୍ଚିଛି । ଶାନ୍ତିଶୃଙ୍ଖଳା ପାଇଁ ପୋଲିସ ପକ୍ଷରୁ ବ୍ୟାପକ ବନ୍ଦୋବସ୍ତ କରାଯାଇଛି । ସହରର ପ୍ରମୁଖ ଛକମାନଙ୍କରେ ସିସିଟିଭି କ୍ୟାମେରା ଲଗାଯାଇଛି । ଭସାଣି ପାଇଁ ରୁଟ ଚାର୍ଟ ପ୍ରସ୍ତୁତ ହୋଇଛି । ବେପାରୀମାନଙ୍କ ପାଇଁ ସ୍ୱତନ୍ତ୍ର ନିର୍ଦ୍ଦେଶ ଜାରି ହୋଇଛି । ପର୍ବପର୍ବାଣି ଶାନ୍ତିରେ ପାଳନ କରିବାକୁ ପ୍ରଶାସନ ଅନୁରୋଧ କରିଛି ।: [876, 1496, 1010, 1788]
utkal-date-label: Last date of receipt of filled-in application form: [1029, 1930, 1308, 1945]
forest-headline-line1: ପୂର୍ବତନ ବନ ନିଗମ ପରିଚାଳକଙ୍କ: [1061, 32, 1445, 67]
agri-para-2: For Tender Form and other details please visit our website http/www.agrisnetodisha.ori.nic.in / http//www.orissa.gov.in.: [370, 1140, 690, 1168]
drt-debtor-role: ....Certificate Debtor: [1398, 833, 1481, 845]
home-signatory: Under Secretary to Govt.: [241, 1310, 354, 1322]
drt-item-1: 1. You are hereby directed to pay the above stated sum within 15 (Fifteen) days of the receipt of this notice, failing which the recovery shall be made in accordance with the provisions contained in Chapter V of the Recovery of Debts due to Banks & Financial Institutions Act, 1993.: [1025, 1072, 1481, 1109]
utkal-ref-date: Dt.12.09.2014: [1411, 1270, 1477, 1283]
ord-row: ୦୫ କର୍ମଚାରୀ ଆବାସରେ ବିଭିନ୍ନ ମରାମତି ଓ ରଙ୍ଗ କାମ (ଟି.ନଂ. ୩୦୧୬/ଇଲେକ୍ଟ୍ରନ୍/ଟିଇ-୦୯/୨୦୧୪-୧୫) ୧୫.୦୦ ୪୦୦.୦୦ ୩୦,୦୦୦ ୦୩: [11, 1799, 700, 1830]
ord-line-2: ୨. କାର୍ଯ୍ୟର ସଂକ୍ଷିପ୍ତ ବିବରଣୀ:: [10, 1640, 136, 1653]
mid-inset-box: ଜଳ ଛାଡ଼ିବା ନେଇ ସତର୍କ ସୂଚନା ଜାରି: [706, 1086, 872, 1147]
ee-proc-label: Date for bid submission online from: [20, 693, 158, 704]
mid-para-2: ହୀରାକୁଦ ଜଳଭଣ୍ଡାରରୁ ଜଳ ଛଡ଼ାଯିବା ନେଇ ନିମ୍ନାଞ୍ଚଳକୁ ସତର୍କ କରାଯାଇଛି । ନଦୀକୂଳିଆ ଗ୍ରାମର ଲୋକଙ୍କୁ ସୁରକ୍ଷିତ ସ୍ଥାନକୁ ଯିବାକୁ ପରାମର୍ଶ ଦିଆଯାଇଛି । ସ୍ୱେଚ୍ଛାସେବୀ ସଂଗଠନ ସାହାଯ୍ୟ ହାତ ବଢ଼ାଇଛନ୍ତି ।: [706, 1155, 872, 1252]
